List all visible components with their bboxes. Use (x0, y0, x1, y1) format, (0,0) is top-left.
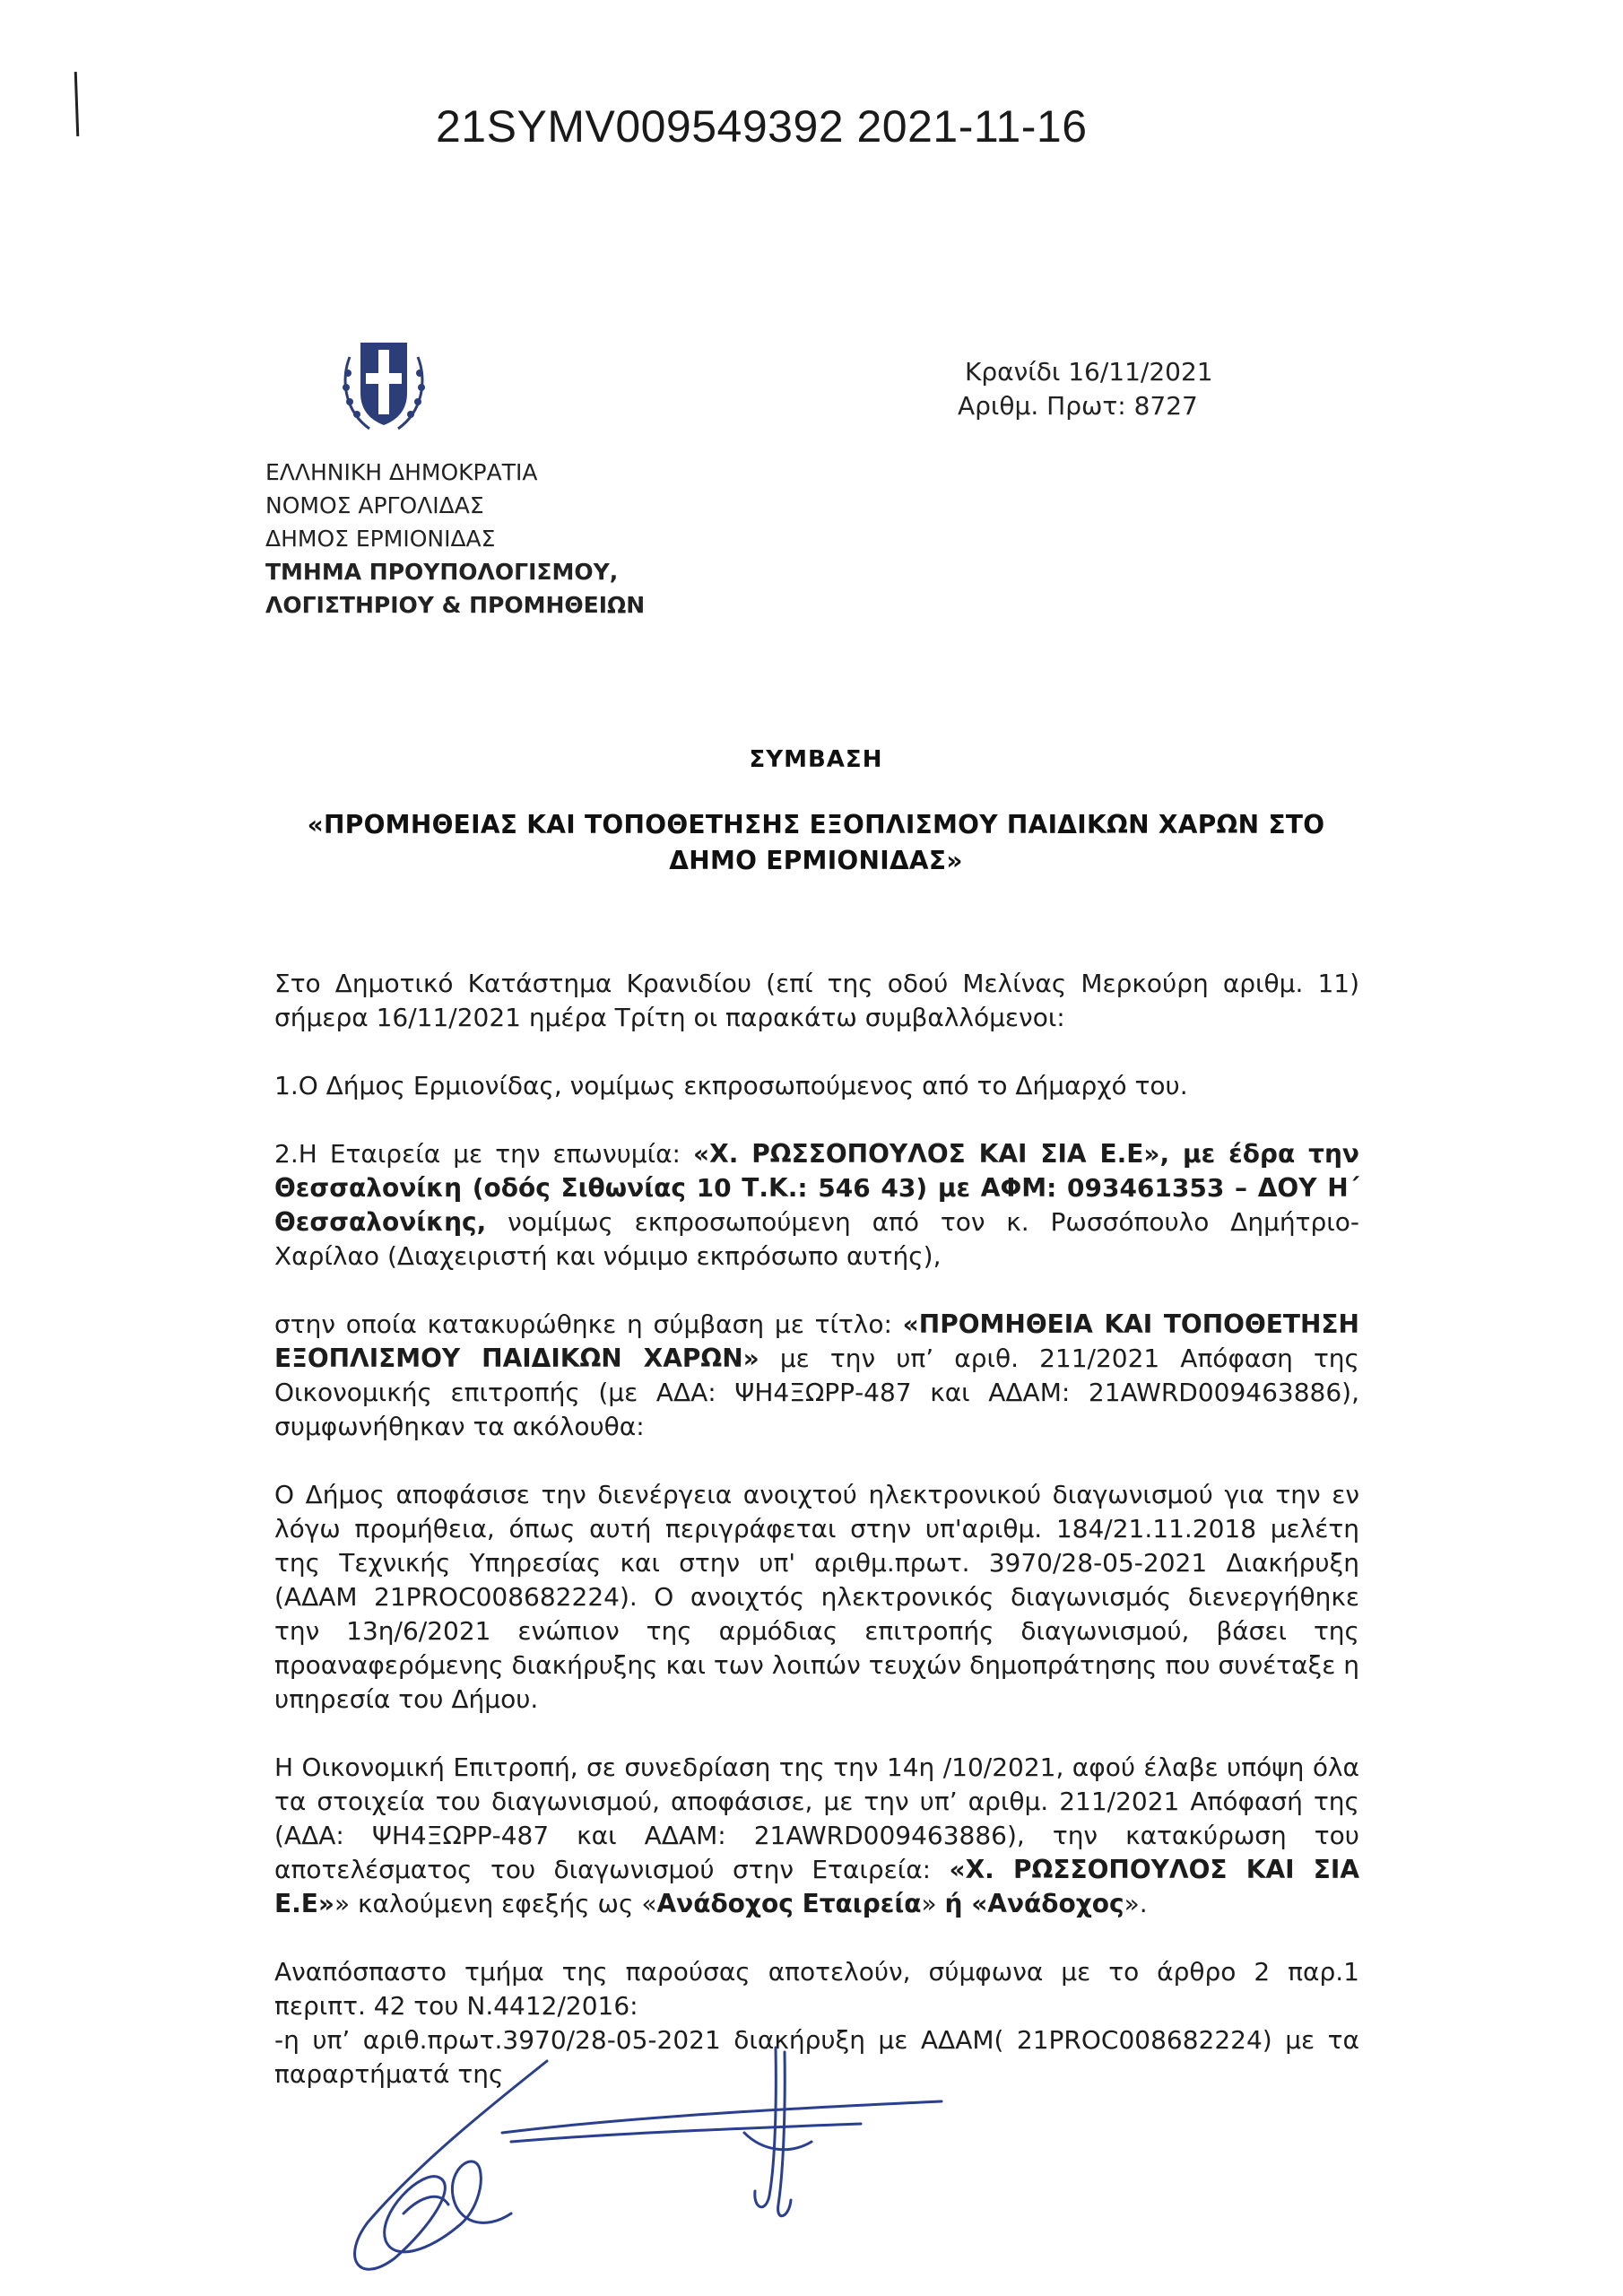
subject-line: ΔΗΜΟ ΕΡΜΙΟΝΙΔΑΣ» (669, 846, 963, 875)
greek-coat-of-arms-seal (334, 330, 434, 441)
paragraph-committee-decision (274, 1751, 1359, 1921)
paragraph-party-municipality: 1.Ο Δήμος Ερμιονίδας, νομίμως εκπροσωπούμενος από το Δήμαρχό του. (274, 1071, 1188, 1100)
contract-name: «ΠΡΟΜΗΘΕΙΑ ΚΑΙ ΤΟΠΟΘΕΤΗΣΗ ΕΞΟΠΛΙΣΜΟΥ ΠΑΙΔΙΚΩΝ ΧΑΡΩΝ» (274, 1309, 1359, 1373)
protocol-number: Αριθμ. Πρωτ: 8727 (958, 391, 1198, 421)
authority-line: ΝΟΜΟΣ ΑΡΓΟΛΙΔΑΣ (265, 492, 484, 518)
subject-line: «ΠΡΟΜΗΘΕΙΑΣ ΚΑΙ ΤΟΠΟΘΕΤΗΣΗΣ ΕΞΟΠΛΙΣΜΟΥ ΠΑΙΔΙΚΩΝ ΧΑΡΩΝ ΣΤΟ (307, 810, 1325, 839)
issuing-authority (265, 456, 645, 622)
contract-body (274, 967, 1359, 2092)
text: ». (1124, 1889, 1148, 1918)
text: με την υπ’ αριθ. 211/2021 Απόφαση της Οικονομικής επιτροπής (με ΑΔΑ: ΨΗ4ΞΩΡΡ-487 και ΑΔΑΜ: 21AWRD009463886), συμφωνήθηκαν τα ακόλουθα: (274, 1344, 1359, 1441)
authority-line: ΕΛΛΗΝΙΚΗ ΔΗΜΟΚΡΑΤΙΑ (265, 459, 538, 485)
company-name: «Χ. ΡΩΣΣΟΠΟΥΛΟΣ ΚΑΙ ΣΙΑ Ε.Ε» (274, 1855, 1359, 1918)
handwritten-signature (323, 2034, 968, 2294)
authority-line: ΔΗΜΟΣ ΕΡΜΙΟΝΙΔΑΣ (265, 526, 496, 552)
text: Η Οικονομική Επιτροπή, σε συνεδρίαση της την 14η /10/2021, αφού έλαβε υπόψη όλα τα στοιχεία του διαγωνισμού, αποφάσισε, με την υπ’ αριθμ. 211/2021 Απόφασή της (ΑΔΑ: ΨΗ4ΞΩΡΡ-487 και ΑΔΑΜ: 21AWRD009463886), την κατακύρωση του αποτελέσματος του διαγωνισμού στην Εταιρεία: (274, 1752, 1359, 1884)
contractor-term: Ανάδοχος Εταιρεία (656, 1889, 922, 1918)
text: » (921, 1889, 945, 1918)
department-line: ΤΜΗΜΑ ΠΡΟΥΠΟΛΟΓΙΣΜΟΥ, (265, 559, 619, 585)
text: » καλούμενη εφεξής ως « (334, 1889, 657, 1918)
paragraph-party-company (274, 1137, 1359, 1274)
place-date: Κρανίδι 16/11/2021 (965, 357, 1213, 387)
contractor-term-short: ή «Ανάδοχος (944, 1889, 1124, 1918)
paragraph-award (274, 1308, 1359, 1444)
paragraph-parties-intro: Στο Δημοτικό Κατάστημα Κρανιδίου (επί της οδού Μελίνας Μερκούρη αριθμ. 11) σήμερα 16/11/2021 ημέρα Τρίτη οι παρακάτω συμβαλλόμενοι: (274, 969, 1359, 1032)
date-block (958, 355, 1213, 423)
margin-mark (74, 72, 80, 136)
department-line: ΛΟΓΙΣΤΗΡΙΟΥ & ΠΡΟΜΗΘΕΙΩΝ (265, 592, 646, 618)
company-details: «Χ. ΡΩΣΣΟΠΟΥΛΟΣ ΚΑΙ ΣΙΑ Ε.Ε», με έδρα την Θεσσαλονίκη (οδός Σιθωνίας 10 Τ.Κ.: 546 43) με ΑΦΜ: 093461353 – ΔΟΥ Η΄ Θεσσαλονίκης, (274, 1139, 1359, 1237)
text: στην οποία κατακυρώθηκε η σύμβαση με τίτλο: (274, 1309, 903, 1339)
contract-title: ΣΥΜΒΑΣΗ (749, 746, 883, 773)
text: 2.Η Εταιρεία με την επωνυμία: (274, 1139, 694, 1169)
contract-subject (269, 807, 1363, 879)
document-id: 21SYMV009549392 2021-11-16 (436, 101, 1088, 152)
paragraph-annex-item: -η υπ’ αριθ.πρωτ.3970/28-05-2021 διακήρυξη με ΑΔΑΜ( 21PROC008682224) με τα παραρτήματά της (274, 2025, 1359, 2089)
text: νομίμως εκπροσωπούμενη από τον κ. Ρωσσόπουλο Δημήτριο-Χαρίλαο (Διαχειριστή και νόμιμο εκπρόσωπο αυτής), (274, 1207, 1359, 1271)
paragraph-tender: Ο Δήμος αποφάσισε την διενέργεια ανοιχτού ηλεκτρονικού διαγωνισμού για την εν λόγω προμήθεια, όπως αυτή περιγράφεται στην υπ'αριθμ. 184/21.11.2018 μελέτη της Τεχνικής Υπηρεσίας και στην υπ' αριθμ.πρωτ. 3970/28-05-2021 Διακήρυξη (ΑΔΑΜ 21PROC008682224). Ο ανοιχτός ηλεκτρονικός διαγωνισμός διενεργήθηκε την 13η/6/2021 ενώπιον της αρμόδιας επιτροπής διαγωνισμού, βάσει της προαναφερόμενης διακήρυξης και των λοιπών τευχών δημοπράτησης που συνέταξε η υπηρεσία του Δήμου. (274, 1480, 1359, 1714)
paragraph-annexes-intro: Αναπόσπαστο τμήμα της παρούσας αποτελούν, σύμφωνα με το άρθρο 2 παρ.1 περιπτ. 42 του Ν.4412/2016: (274, 1957, 1359, 2021)
